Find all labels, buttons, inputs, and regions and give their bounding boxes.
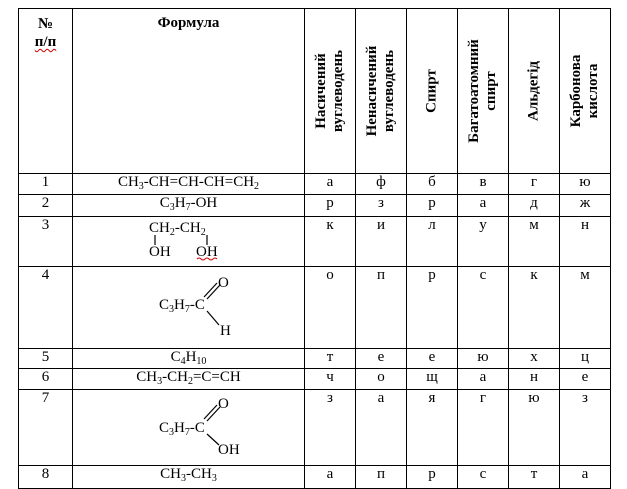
table-row: [19, 466, 611, 489]
letter-cell: р: [407, 195, 458, 217]
letter-cell: д: [509, 195, 560, 217]
table-row: [19, 195, 611, 217]
letter-cell: в: [458, 174, 509, 195]
letter-cell: з: [560, 390, 611, 466]
svg-text:OH: OH: [149, 244, 171, 260]
row-number: 8: [19, 466, 73, 489]
formula-cell: [73, 267, 305, 349]
letter-cell: е: [560, 369, 611, 390]
letter-cell: з: [356, 195, 407, 217]
letter-cell: ц: [560, 349, 611, 369]
table-row: [19, 174, 611, 195]
letter-cell: о: [356, 369, 407, 390]
header-alcohol: Спирт: [407, 9, 458, 174]
table-row: [19, 390, 611, 466]
letter-cell: а: [305, 466, 356, 489]
letter-cell: м: [560, 267, 611, 349]
letter-cell: а: [305, 174, 356, 195]
letter-cell: р: [407, 267, 458, 349]
letter-cell: г: [458, 390, 509, 466]
letter-cell: и: [356, 217, 407, 267]
formula-cell: [73, 390, 305, 466]
svg-text:C3H7-C: $C_3H_7-C$: [159, 297, 205, 315]
header-number-sub: п/п: [34, 34, 57, 50]
letter-cell: е: [407, 349, 458, 369]
header-formula: Формула: [73, 9, 305, 174]
formula-cell: $C_3H_7-OH$: [73, 195, 305, 217]
letter-cell: к: [305, 217, 356, 267]
svg-text:OH: OH: [218, 442, 240, 458]
aldehyde-structure: [73, 267, 305, 343]
letter-cell: а: [458, 195, 509, 217]
letter-cell: г: [509, 174, 560, 195]
letter-cell: с: [458, 267, 509, 349]
letter-cell: н: [509, 369, 560, 390]
header-number: [19, 9, 73, 174]
row-number: 6: [19, 369, 73, 390]
letter-cell: н: [560, 217, 611, 267]
formula-cell: $CH_3-CH_2=C=CH$: [73, 369, 305, 390]
letter-cell: а: [458, 369, 509, 390]
letter-cell: р: [407, 466, 458, 489]
letter-cell: б: [407, 174, 458, 195]
row-number: 1: [19, 174, 73, 195]
letter-cell: у: [458, 217, 509, 267]
svg-text:CH2-CH2: $CH_2-CH_2$: [149, 220, 206, 238]
table-row: [19, 349, 611, 369]
letter-cell: а: [560, 466, 611, 489]
formula-cell: $C_4H_{10}$: [73, 349, 305, 369]
classification-table: [18, 8, 611, 489]
formula-cell: [73, 217, 305, 267]
table-row: [19, 369, 611, 390]
letter-cell: ж: [560, 195, 611, 217]
row-number: 4: [19, 267, 73, 349]
svg-text:O: O: [218, 275, 229, 291]
letter-cell: а: [356, 390, 407, 466]
letter-cell: ю: [458, 349, 509, 369]
header-unsaturated-hydrocarbon: Ненасичений вуглеводень: [356, 9, 407, 174]
letter-cell: ю: [560, 174, 611, 195]
letter-cell: м: [509, 217, 560, 267]
svg-text:H: H: [220, 323, 231, 339]
letter-cell: т: [509, 466, 560, 489]
letter-cell: к: [509, 267, 560, 349]
row-number: 3: [19, 217, 73, 267]
row-number: 7: [19, 390, 73, 466]
letter-cell: о: [305, 267, 356, 349]
letter-cell: ф: [356, 174, 407, 195]
letter-cell: е: [356, 349, 407, 369]
header-polyhydric-alcohol: Багатоатомний спирт: [458, 9, 509, 174]
svg-text:O: O: [218, 396, 229, 412]
header-number-symbol: №: [37, 16, 54, 32]
letter-cell: п: [356, 267, 407, 349]
letter-cell: ч: [305, 369, 356, 390]
letter-cell: щ: [407, 369, 458, 390]
letter-cell: п: [356, 466, 407, 489]
row-number: 5: [19, 349, 73, 369]
formula-cell: $CH_3-CH=CH-CH=CH_2$: [73, 174, 305, 195]
letter-cell: л: [407, 217, 458, 267]
svg-text:C3H7-C: $C_3H_7-C$: [159, 420, 205, 438]
letter-cell: х: [509, 349, 560, 369]
letter-cell: я: [407, 390, 458, 466]
formula-cell: $CH_3-CH_3$: [73, 466, 305, 489]
row-number: 2: [19, 195, 73, 217]
header-saturated-hydrocarbon: Насичений вуглеводень: [305, 9, 356, 174]
svg-text:OH: OH: [196, 244, 218, 260]
letter-cell: р: [305, 195, 356, 217]
letter-cell: з: [305, 390, 356, 466]
header-row: [19, 9, 611, 174]
header-carboxylic-acid: Карбонова кислота: [560, 9, 611, 174]
letter-cell: т: [305, 349, 356, 369]
ethylene-glycol-structure: [73, 217, 305, 261]
table-row: [19, 267, 611, 349]
letter-cell: ю: [509, 390, 560, 466]
table-row: [19, 217, 611, 267]
carboxylic-acid-structure: [73, 390, 305, 460]
header-aldehyde: Альдегід: [509, 9, 560, 174]
letter-cell: с: [458, 466, 509, 489]
